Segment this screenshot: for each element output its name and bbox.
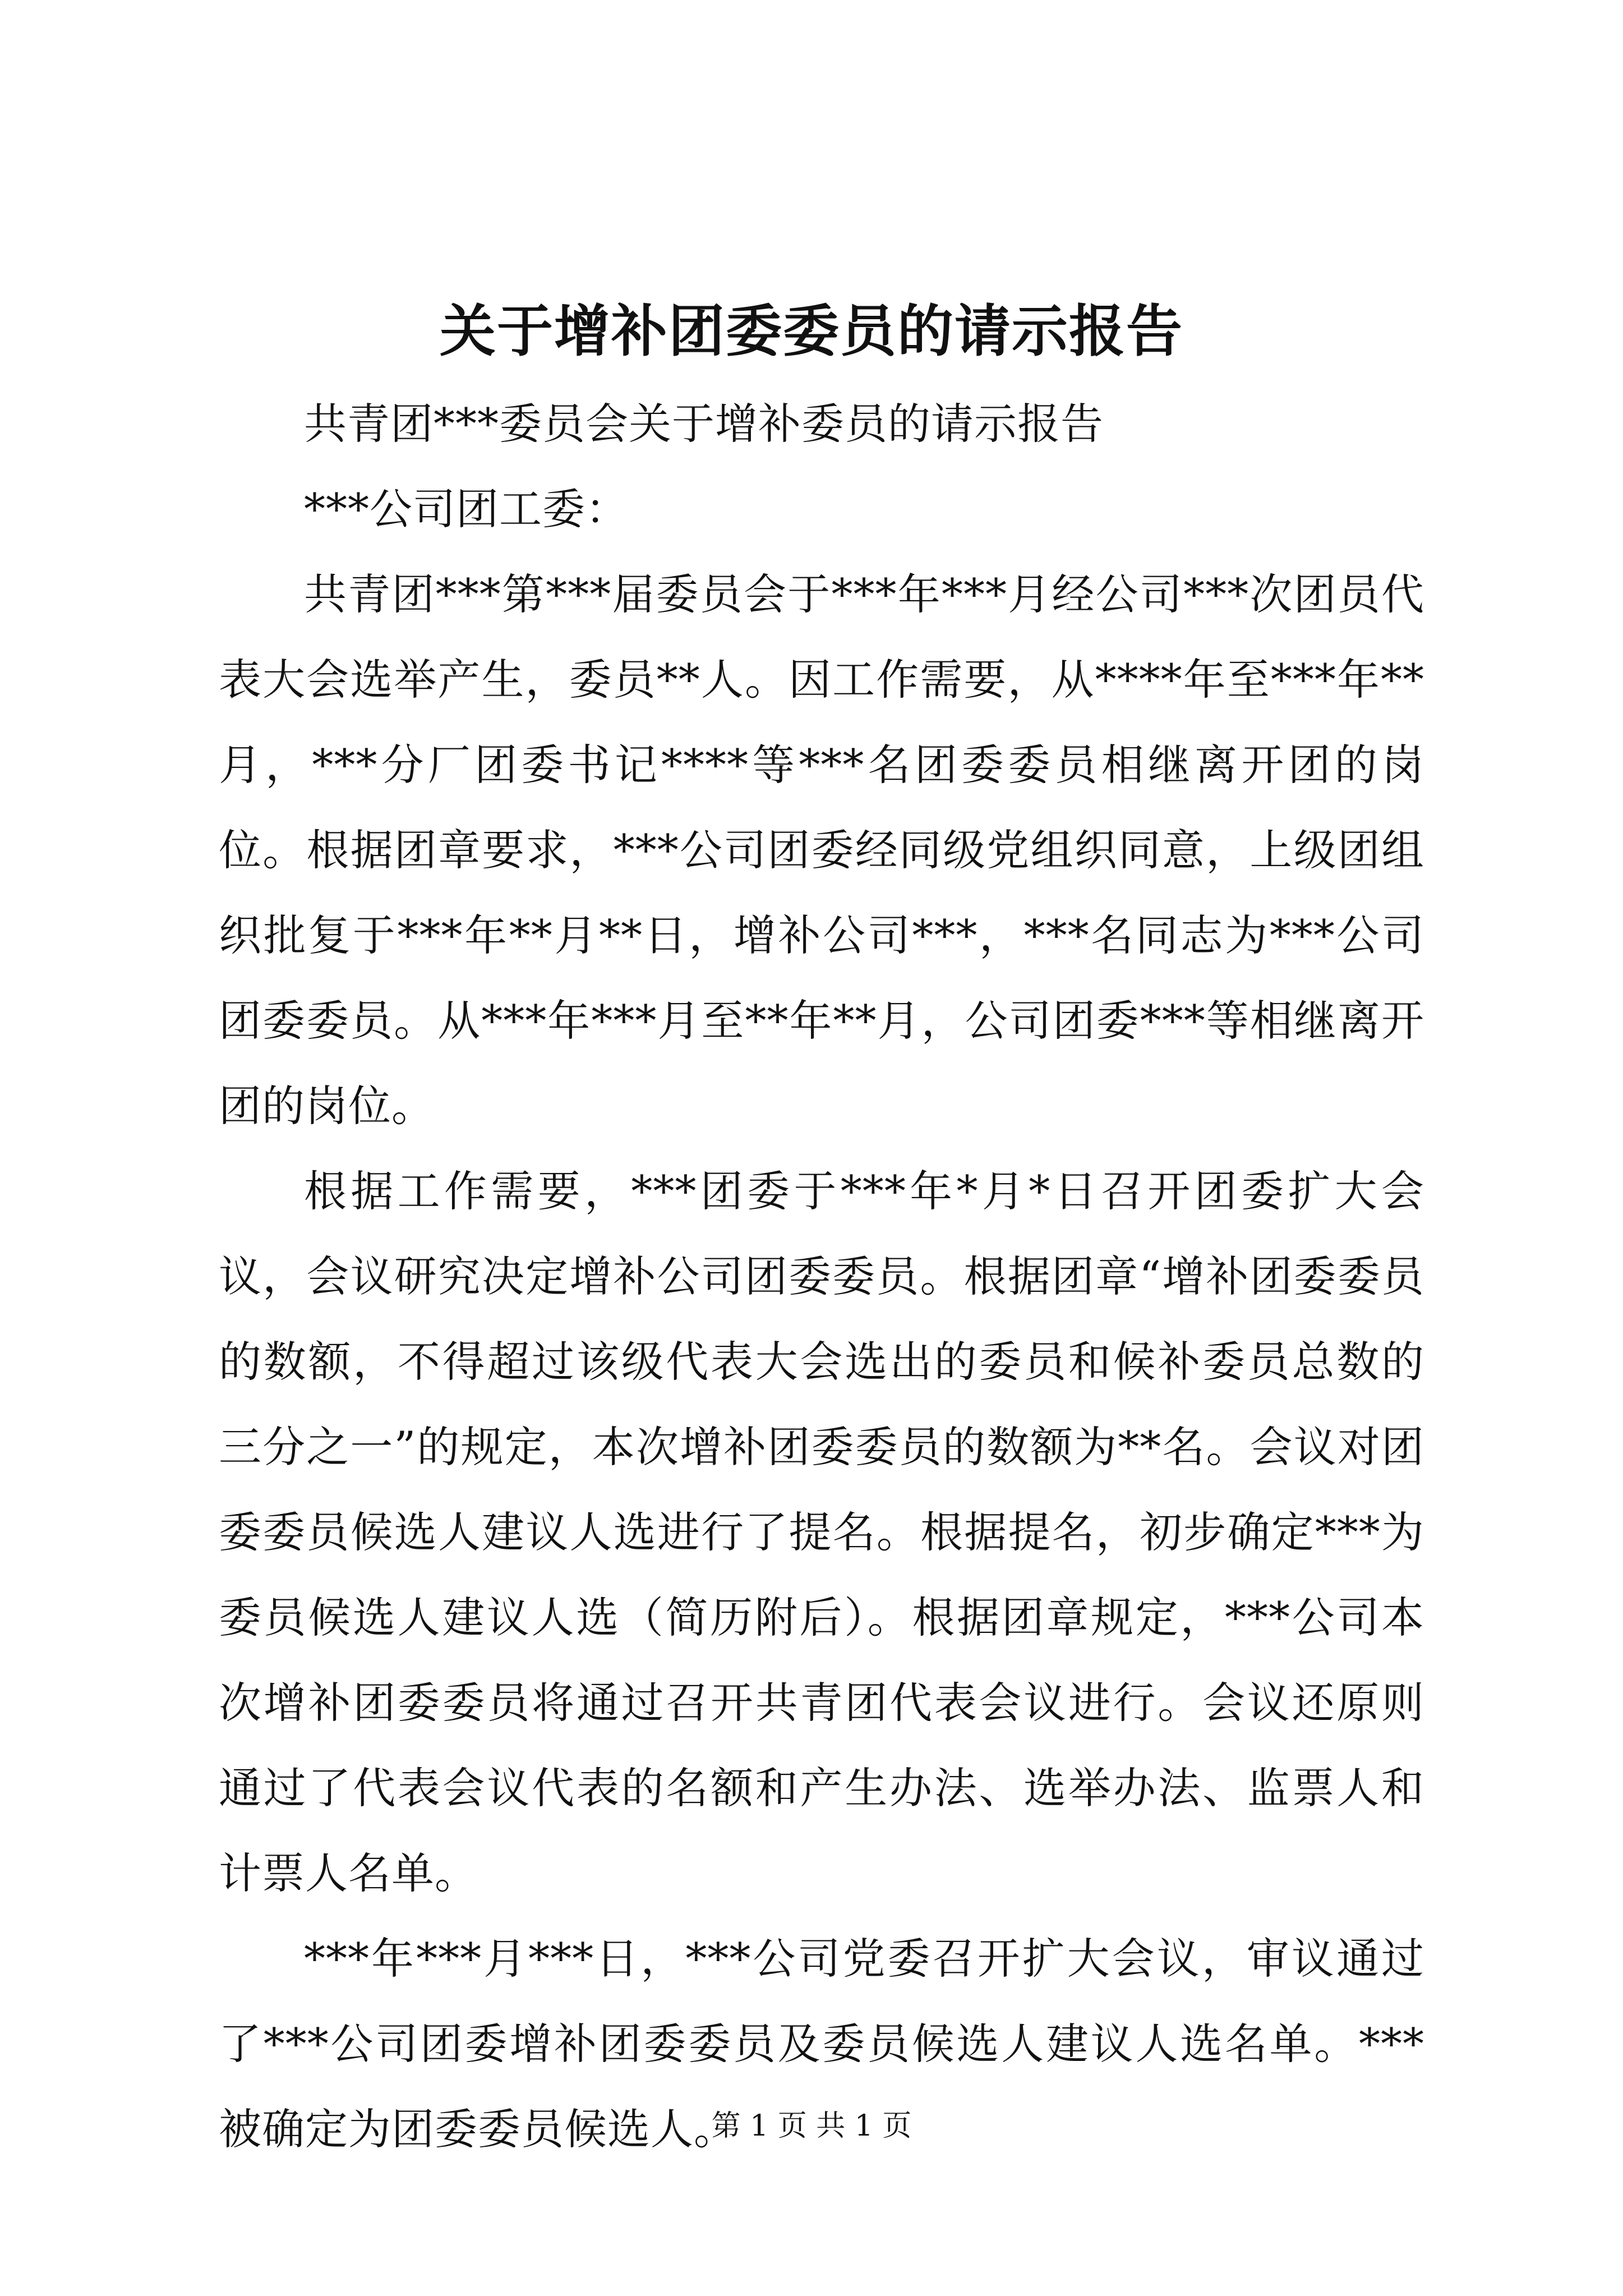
page-number-footer: 第 1 页 共 1 页 [711, 2109, 912, 2143]
document-title: 关于增补团委委员的请示报告 [440, 298, 1183, 364]
document-body [219, 381, 1424, 2172]
paragraph-subtitle: 共青团***委员会关于增补委员的请示报告 [304, 399, 1104, 449]
paragraph-background: 共青团***第***届委员会于***年***月经公司***次团员代表大会选举产生，委员**人。因工作需要，从****年至***年**月，***分厂团委书记****等***名团委委员相继离开团的岗位。根据团章要求，***公司团委经同级党组织同意，上级团组织批复于***年**月**日，增补公司***，***名同志为***公司团委委员。从***年***月至**年**月，公司团委***等相继离开团的岗位。 [219, 569, 1424, 1131]
paragraph-addressee: ***公司团工委： [304, 484, 629, 534]
paragraph-party-approval: ***年***月***日，***公司党委召开扩大会议，审议通过了***公司团委增补团委委员及委员候选人建议人选名单。***被确定为团委委员候选人。 [219, 1934, 1424, 2154]
paragraph-meeting-decision: 根据工作需要，***团委于***年*月*日召开团委扩大会议，会议研究决定增补公司团委委员。根据团章“增补团委委员的数额，不得超过该级代表大会选出的委员和候补委员总数的三分之一”的规定，本次增补团委委员的数额为**名。会议对团委委员候选人建议人选进行了提名。根据提名，初步确定***为委员候选人建议人选（简历附后）。根据团章规定，***公司本次增补团委委员将通过召开共青团代表会议进行。会议还原则通过了代表会议代表的名额和产生办法、选举办法、监票人和计票人名单。 [219, 1166, 1424, 1898]
